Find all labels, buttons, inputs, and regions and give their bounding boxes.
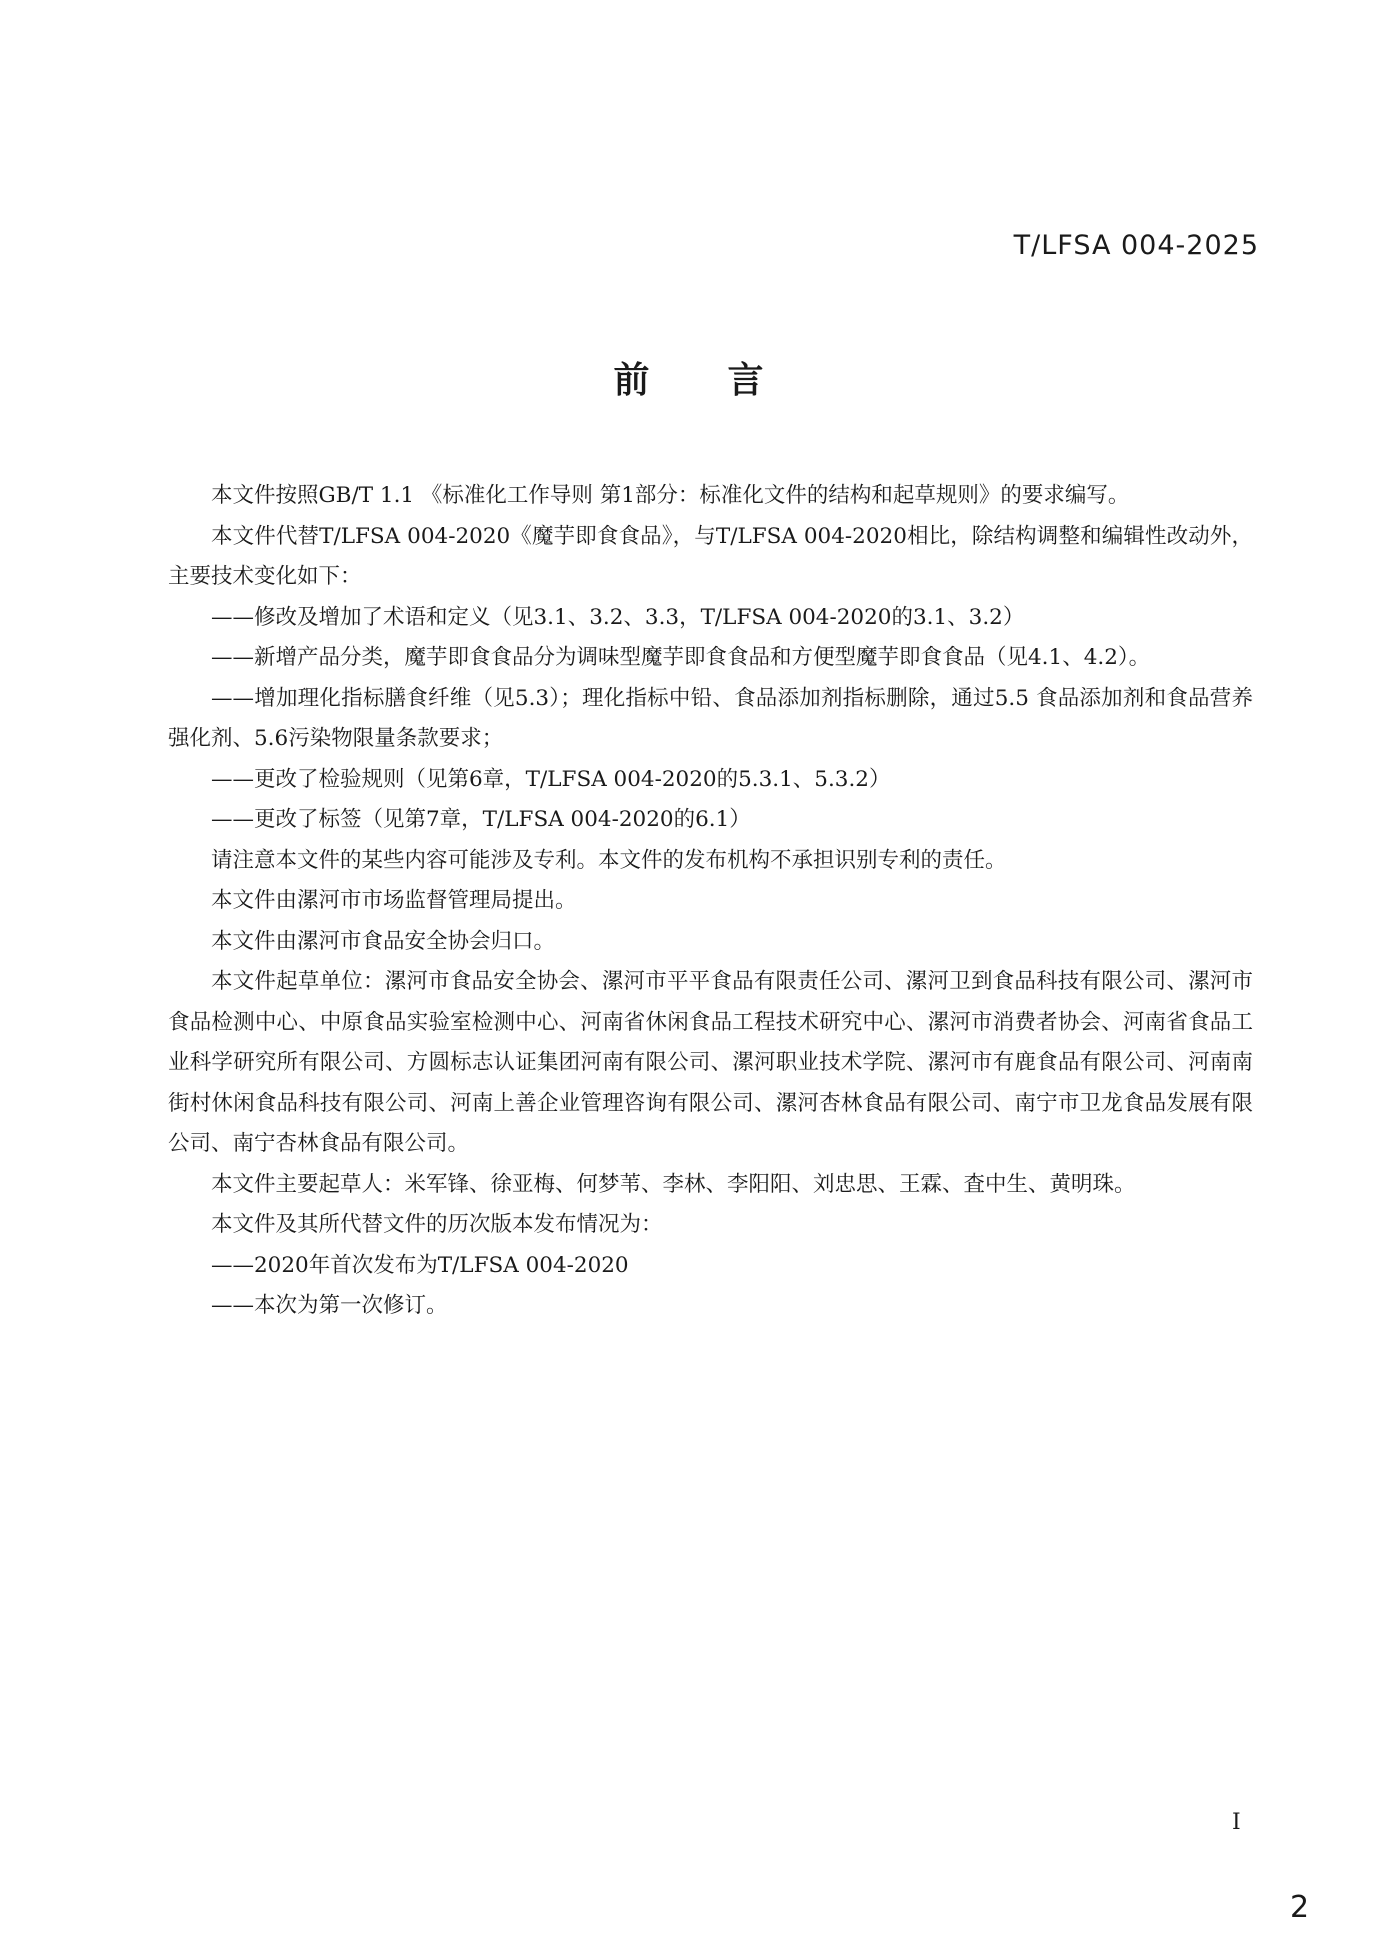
paragraph-proposed-by: 本文件由漯河市市场监督管理局提出。: [211, 888, 577, 913]
paragraph-basis: 本文件按照GB/T 1.1 《标准化工作导则 第1部分：标准化文件的结构和起草规则》的要求编写。: [211, 483, 1130, 508]
document-code: T/LFSA 004-2025: [1013, 230, 1259, 261]
paragraph-replacement: 本文件代替T/LFSA 004-2020《魔芋即食食品》，与T/LFSA 004-2020相比，除结构调整和编辑性改动外，主要技术变化如下：: [168, 523, 1253, 589]
paragraph-patent-notice: 请注意本文件的某些内容可能涉及专利。本文件的发布机构不承担识别专利的责任。: [211, 847, 1007, 873]
history-item-first: ——2020年首次发布为T/LFSA 004-2020: [211, 1252, 629, 1278]
history-item-revision: ——本次为第一次修订。: [211, 1293, 448, 1318]
paragraph-drafters: 本文件主要起草人：米军锋、徐亚梅、何梦苇、李林、李阳阳、刘忠思、王霖、査中生、黄明珠。: [211, 1171, 1136, 1197]
change-item-terms: ——修改及增加了术语和定义（见3.1、3.2、3.3，T/LFSA 004-2020的3.1、3.2）: [211, 604, 1025, 630]
foreword-body: [168, 476, 1253, 1327]
roman-page-number: I: [1232, 1810, 1241, 1835]
change-item-label: ——更改了标签（见第7章，T/LFSA 004-2020的6.1）: [211, 807, 751, 832]
paragraph-centralized-by: 本文件由漯河市食品安全协会归口。: [211, 928, 556, 954]
paragraph-drafting-units: 本文件起草单位：漯河市食品安全协会、漯河市平平食品有限责任公司、漯河卫到食品科技有限公司、漯河市食品检测中心、中原食品实验室检测中心、河南省休闲食品工程技术研究中心、漯河市消费者协会、河南省食品工业科学研究所有限公司、方圆标志认证集团河南有限公司、漯河职业技术学院、漯河市有鹿食品有限公司、河南南街村休闲食品科技有限公司、河南上善企业管理咨询有限公司、漯河杏林食品有限公司、南宁市卫龙食品发展有限公司、南宁杏林食品有限公司。: [168, 969, 1253, 1156]
page-number: 2: [1290, 1890, 1310, 1925]
change-item-inspection: ——更改了检验规则（见第6章，T/LFSA 004-2020的5.3.1、5.3.2）: [211, 766, 891, 792]
paragraph-history-intro: 本文件及其所代替文件的历次版本发布情况为：: [211, 1212, 663, 1237]
page-title: 前言: [613, 360, 842, 401]
change-item-classification: ——新增产品分类，魔芋即食食品分为调味型魔芋即食食品和方便型魔芋即食食品（见4.1、4.2）。: [211, 645, 1151, 670]
change-item-physicochemical: ——增加理化指标膳食纤维（见5.3）；理化指标中铅、食品添加剂指标删除，通过5.5 食品添加剂和食品营养强化剂、5.6污染物限量条款要求；: [168, 685, 1253, 751]
